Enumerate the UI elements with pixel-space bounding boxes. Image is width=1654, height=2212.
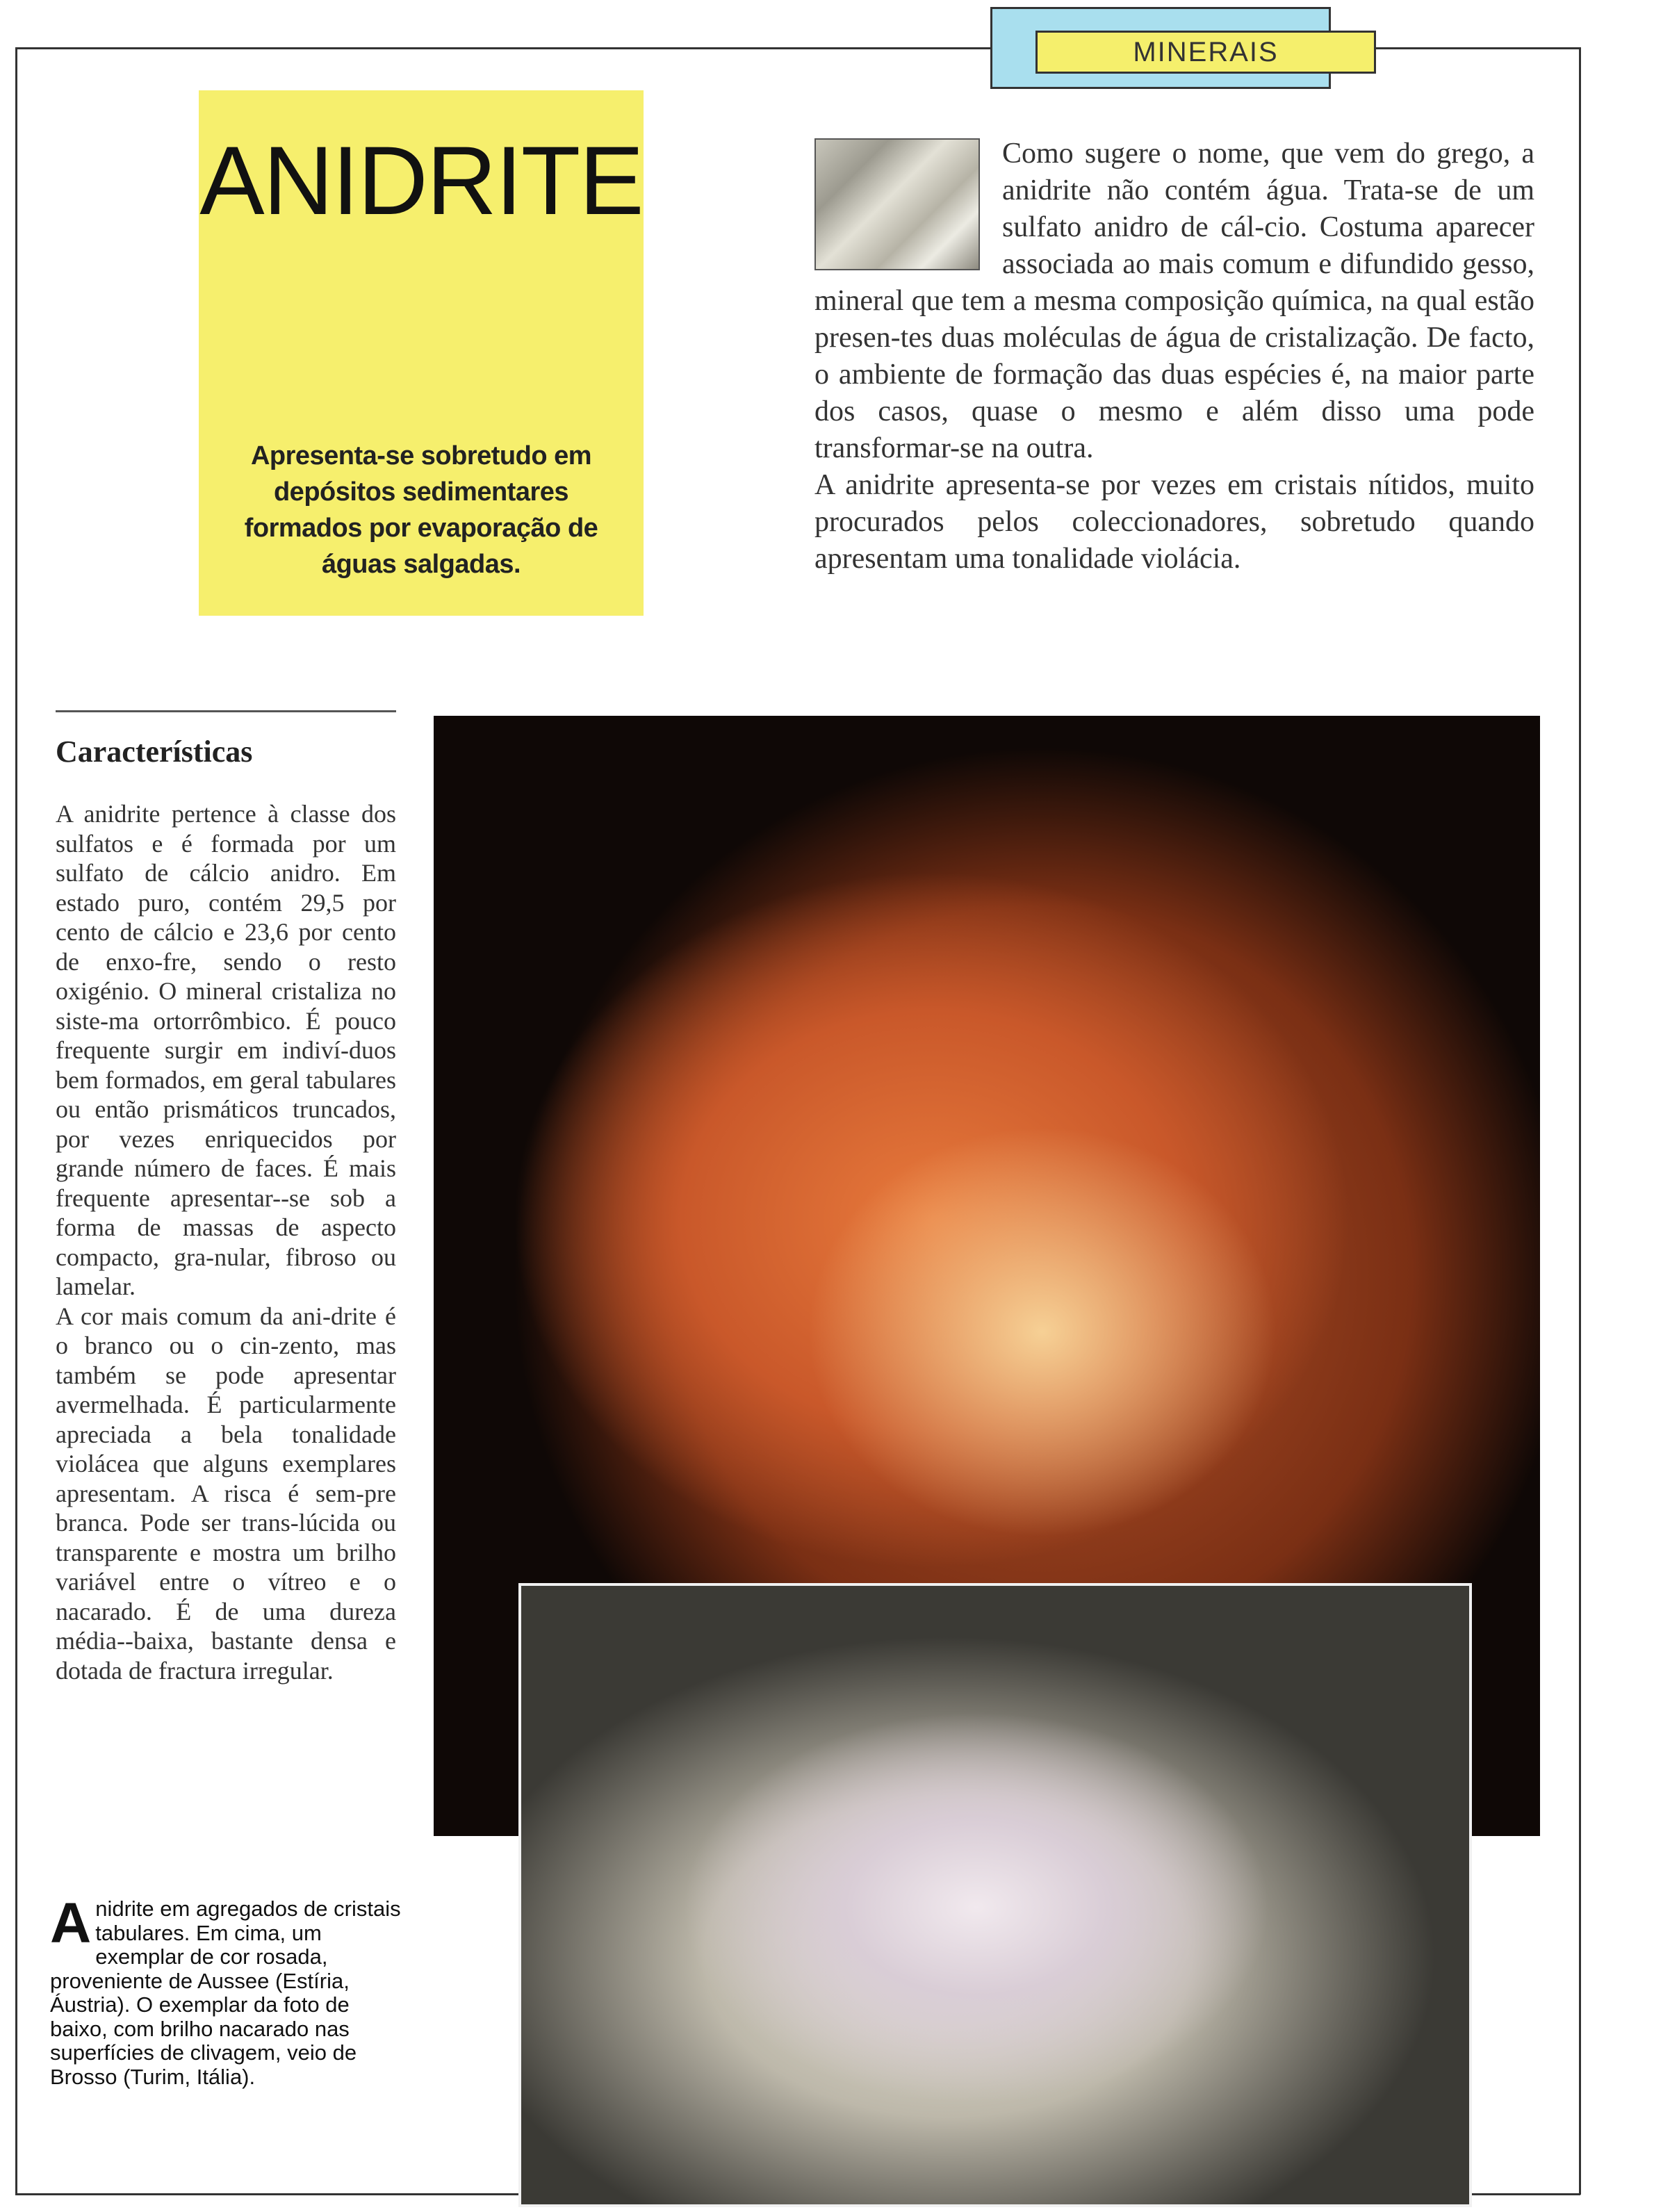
caption-text: nidrite em agregados de cristais tabulares. Em cima, um exemplar de cor rosada, proveniente de Aussee (Estíria, Áustria). O exemplar da foto de baixo, com brilho nacarado nas superfícies de clivagem, veio de Brosso (Turim, Itália). [50,1896,401,2089]
photo-caption [50,1892,411,2089]
intro-text [814,136,1534,577]
frame-right-rule [1579,47,1581,2195]
characteristics-paragraph-1: A anidrite pertence à classe dos sulfatos e é formada por um sulfato de cálcio anidro. Em estado puro, contém 29,5 por cento de cálcio e 23,6 por cento de enxo-fre, sendo o resto oxigénio. O mineral cristaliza no siste-ma ortorrômbico. É pouco frequente surgir em indiví-duos bem formados, em geral tabulares ou então prismáticos truncados, por vezes enriquecidos por grande número de faces. É mais frequente apresentar--se sob a forma de massas de aspecto compacto, gra-nular, fibroso ou lamelar. [56,800,396,1300]
intro-paragraph-1: Como sugere o nome, que vem do grego, a anidrite não contém água. Trata-se de um sulfato anidro de cál-cio. Costuma aparecer associada ao mais comum e difundido gesso, mineral que tem a mesma composição química, na qual estão presen-tes duas moléculas de água de cristalização. De facto, o ambiente de formação das duas espécies é, na maior parte dos casos, quase o mesmo e além disso uma pode transformar-se na outra. [814,138,1534,464]
characteristics-body [56,799,396,1685]
mineral-thumbnail-image [814,138,980,270]
section-tab: MINERAIS [1035,31,1376,74]
characteristics-heading: Características [56,735,253,769]
characteristics-divider [56,710,396,712]
characteristics-paragraph-2: A cor mais comum da ani-drite é o branco ou o cin-zento, mas também se pode apresentar avermelhada. É particularmente apreciada a bela tonalidade violácea que alguns exemplares apresentam. A risca é sem-pre branca. Pode ser trans-lúcida ou transparente e mostra um brilho variável entre o vítreo e o nacarado. É de uma dureza média--baixa, bastante densa e dotada de fractura irregular. [56,1302,396,1685]
title-box [199,90,644,616]
caption-dropcap: A [50,1892,92,1955]
second-mineral-photo [518,1583,1472,2207]
page-title: ANIDRITE [199,126,643,235]
frame-left-rule [15,47,17,2195]
intro-paragraph-2: A anidrite apresenta-se por vezes em cristais nítidos, muito procurados pelos coleccionadores, sobretudo quando apresentam uma tonalidade violácia. [814,469,1534,575]
page-subtitle: Apresenta-se sobretudo em depósitos sedimentares formados por evaporação de águas salgadas. [244,441,598,579]
